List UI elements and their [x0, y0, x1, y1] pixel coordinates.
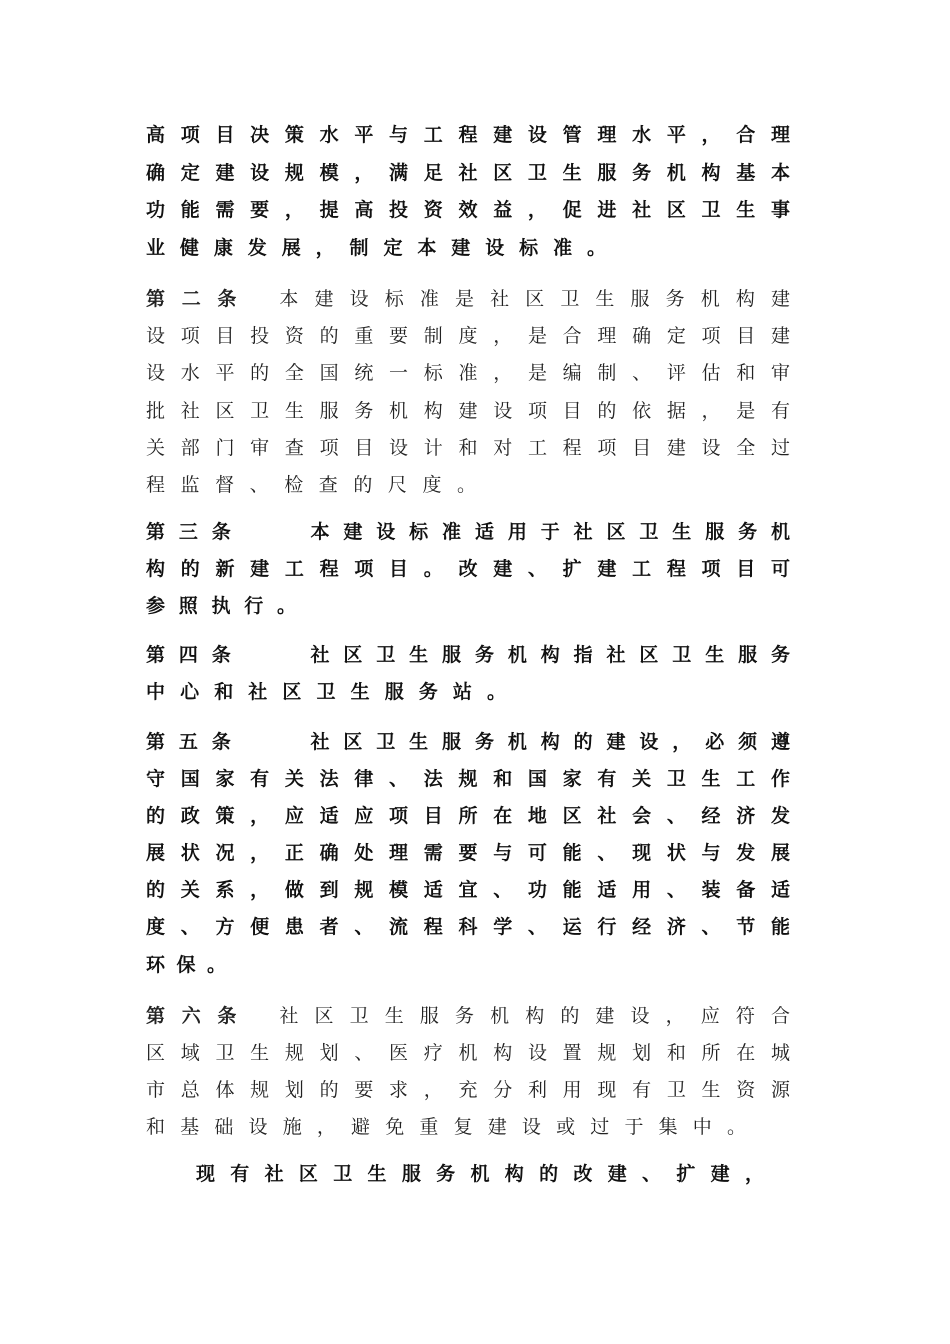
- text-line: 参 照 执 行 。: [146, 595, 296, 617]
- text-line: 关 部 门 审 查 项 目 设 计 和 对 工 程 项 目 建 设 全 过: [146, 437, 790, 459]
- text-line: 功 能 需 要 ， 提 高 投 资 效 益 ， 促 进 社 区 卫 生 事: [146, 199, 790, 221]
- text-line: 确 定 建 设 规 模 ， 满 足 社 区 卫 生 服 务 机 构 基 本: [146, 162, 790, 184]
- text-line: 第 三 条 本 建 设 标 准 适 用 于 社 区 卫 生 服 务 机: [146, 521, 790, 543]
- text-line: 高 项 目 决 策 水 平 与 工 程 建 设 管 理 水 平 ， 合 理: [146, 124, 790, 146]
- text-line: 环 保 。: [146, 954, 226, 976]
- article-6-line: 第 六 条 社 区 卫 生 服 务 机 构 的 建 设 ， 应 符 合: [146, 1005, 790, 1027]
- article-label: 第 六 条: [146, 1005, 242, 1027]
- text-line: 设 水 平 的 全 国 统 一 标 准 ， 是 编 制 、 评 估 和 审: [146, 362, 790, 384]
- article-2-line: 第 二 条 本 建 设 标 准 是 社 区 卫 生 服 务 机 构 建: [146, 288, 790, 310]
- text-line: 第 四 条 社 区 卫 生 服 务 机 构 指 社 区 卫 生 服 务: [146, 644, 790, 666]
- text-line: 的 关 系 ， 做 到 规 模 适 宜 、 功 能 适 用 、 装 备 适: [146, 879, 790, 901]
- text-line: 业 健 康 发 展 ， 制 定 本 建 设 标 准 。: [146, 237, 606, 259]
- text-line: 的 政 策 ， 应 适 应 项 目 所 在 地 区 社 会 、 经 济 发: [146, 805, 790, 827]
- text-line: 展 状 况 ， 正 确 处 理 需 要 与 可 能 、 现 状 与 发 展: [146, 842, 790, 864]
- text-line: 现 有 社 区 卫 生 服 务 机 构 的 改 建 、 扩 建 ，: [196, 1163, 764, 1185]
- text-line: 守 国 家 有 关 法 律 、 法 规 和 国 家 有 关 卫 生 工 作: [146, 768, 790, 790]
- text-line: 和 基 础 设 施 ， 避 免 重 复 建 设 或 过 于 集 中 。: [146, 1116, 746, 1138]
- text-line: 第 五 条 社 区 卫 生 服 务 机 构 的 建 设 ， 必 须 遵: [146, 731, 790, 753]
- text-line: 度 、 方 便 患 者 、 流 程 科 学 、 运 行 经 济 、 节 能: [146, 916, 790, 938]
- text-line: 中 心 和 社 区 卫 生 服 务 站 。: [146, 681, 506, 703]
- text-line: 构 的 新 建 工 程 项 目 。 改 建 、 扩 建 工 程 项 目 可: [146, 558, 790, 580]
- text-line: 程 监 督 、 检 查 的 尺 度 。: [146, 474, 476, 496]
- text-line: 设 项 目 投 资 的 重 要 制 度 ， 是 合 理 确 定 项 目 建: [146, 325, 790, 347]
- text-line: 区 域 卫 生 规 划 、 医 疗 机 构 设 置 规 划 和 所 在 城: [146, 1042, 790, 1064]
- article-label: 第 二 条: [146, 288, 242, 310]
- text-line: 批 社 区 卫 生 服 务 机 构 建 设 项 目 的 依 据 ， 是 有: [146, 400, 790, 422]
- text-line: 市 总 体 规 划 的 要 求 ， 充 分 利 用 现 有 卫 生 资 源: [146, 1079, 790, 1101]
